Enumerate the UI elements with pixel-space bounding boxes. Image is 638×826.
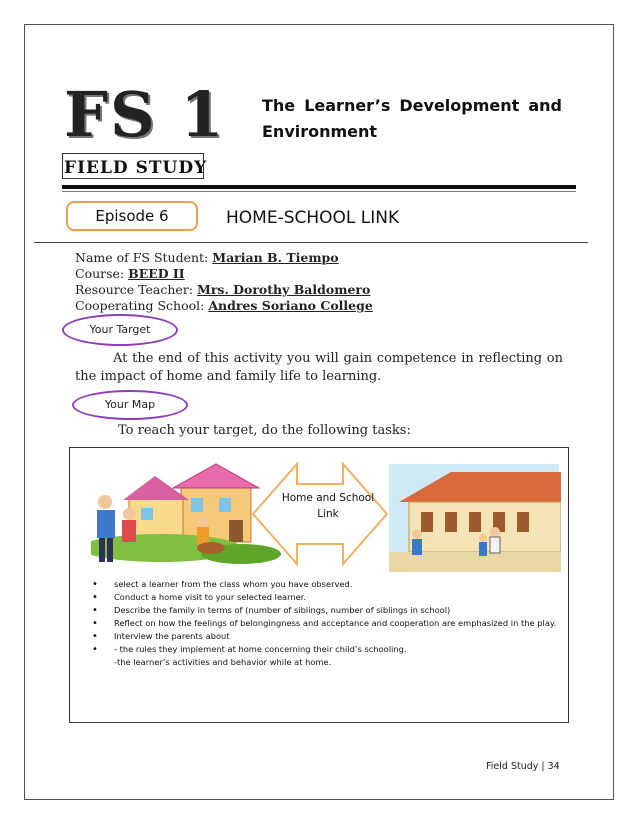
your-map-label: Your Map: [72, 390, 188, 420]
list-item: • Describe the family in terms of (number of siblings, number of siblings in school): [90, 604, 565, 617]
list-item: • Interview the parents about: [90, 630, 565, 643]
task-list: [90, 578, 565, 669]
target-paragraph: At the end of this activity you will gain competence in reflecting on the impact of home and family life to learning.: [75, 351, 563, 384]
arrow-label-line-1: Home and School: [281, 492, 375, 504]
title-word: and: [528, 96, 562, 115]
header-divider-thin: [62, 191, 576, 192]
resource-teacher-row: Resource Teacher: Mrs. Dorothy Baldomero: [75, 282, 371, 297]
arrow-label: [278, 490, 378, 522]
page-footer: Field Study | 34: [486, 761, 560, 772]
title-line-1: [262, 93, 562, 119]
list-item: • - the rules they implement at home concerning their child’s schooling.: [90, 643, 565, 656]
header-divider-thick: [62, 185, 576, 189]
school-illustration: [389, 464, 561, 572]
your-target-label: Your Target: [62, 314, 178, 346]
episode-title: HOME-SCHOOL LINK: [226, 208, 400, 228]
title-word: The: [262, 96, 296, 115]
resource-teacher: Mrs. Dorothy Baldomero: [196, 282, 371, 297]
title-line-2: Environment: [262, 122, 378, 141]
list-item-continuation: -the learner’s activities and behavior while at home.: [114, 657, 332, 667]
title-word: Learner’s: [304, 96, 391, 115]
episode-badge: Episode 6: [66, 201, 198, 231]
arrow-label-line-2: Link: [317, 508, 339, 520]
course-row: Course: BEED II: [75, 266, 185, 281]
cooperating-school-row: Cooperating School: Andres Soriano College: [75, 298, 373, 313]
list-item: • Reflect on how the feelings of belongingness and acceptance and cooperation are emphasized in the play.: [90, 617, 565, 630]
course: BEED II: [128, 266, 185, 281]
student-name-row: Name of FS Student: Marian B. Tiempo: [75, 250, 339, 265]
cooperating-school: Andres Soriano College: [208, 298, 373, 313]
tasks-intro: To reach your target, do the following tasks:: [118, 423, 411, 438]
title-word: Development: [399, 96, 520, 115]
list-item: • Conduct a home visit to your selected learner.: [90, 591, 565, 604]
student-info: [75, 250, 373, 314]
episode-divider: [34, 242, 588, 243]
fs-logo: FS 1: [64, 78, 226, 151]
document-title: [262, 93, 562, 145]
list-item: • select a learner from the class whom you have observed.: [90, 578, 565, 591]
student-name: Marian B. Tiempo: [212, 250, 339, 265]
field-study-label: FIELD STUDY: [64, 158, 208, 178]
